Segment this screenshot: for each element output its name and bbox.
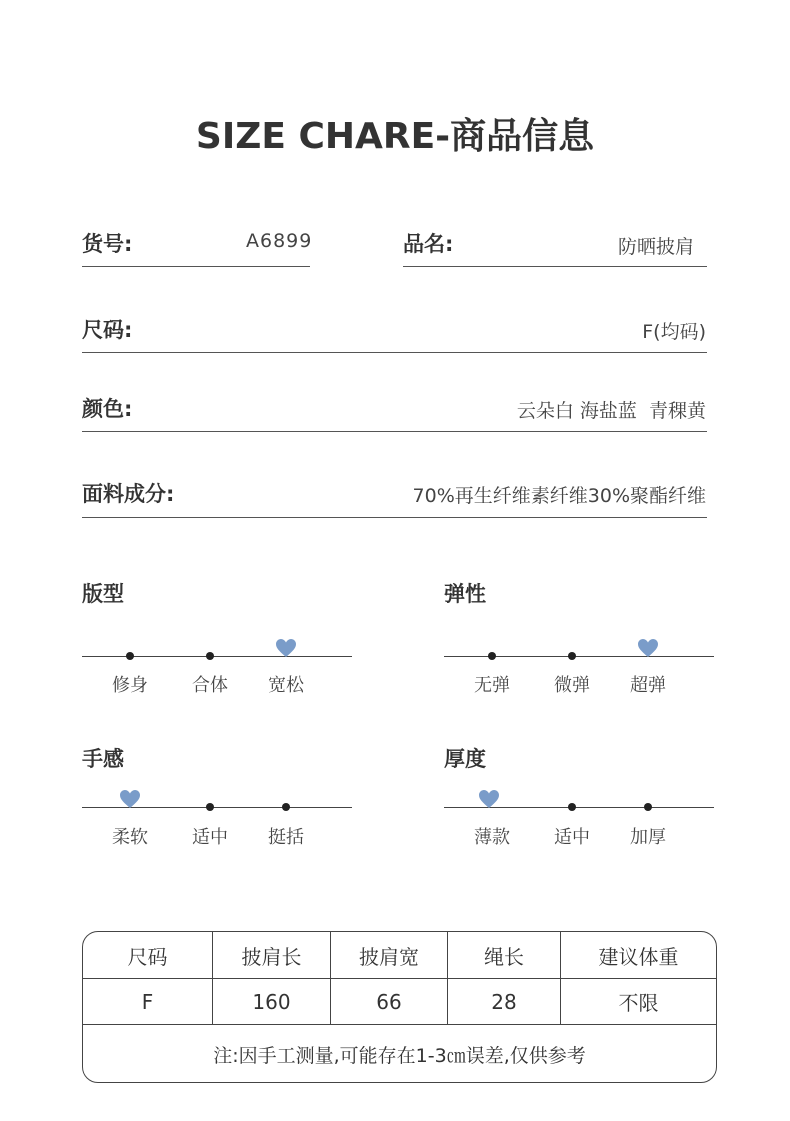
scale-dot	[644, 803, 652, 811]
scale-dot	[206, 652, 214, 660]
attribute-title: 手感	[82, 747, 124, 771]
option-label: 加厚	[630, 827, 666, 848]
option-label: 微弹	[554, 675, 590, 696]
option-label: 无弹	[474, 675, 510, 696]
table-header-cell: 绳长	[448, 932, 561, 978]
option-label: 宽松	[268, 675, 304, 696]
table-cell: F	[83, 979, 213, 1024]
option-label: 柔软	[112, 827, 148, 848]
table-cell: 不限	[618, 991, 659, 1015]
table-header-cell: 尺码	[83, 932, 213, 978]
size-table	[82, 931, 717, 1083]
item-no-underline	[82, 266, 310, 267]
name-underline	[403, 266, 707, 267]
attribute-title: 厚度	[444, 747, 486, 771]
option-label: 修身	[112, 675, 148, 696]
scale-line	[82, 656, 352, 657]
option-label: 薄款	[474, 827, 510, 848]
scale-dot	[568, 652, 576, 660]
heart-icon	[275, 638, 297, 658]
heart-icon	[119, 789, 141, 809]
color-underline	[82, 431, 707, 432]
table-header-cell: 披肩长	[213, 932, 331, 978]
item-no-value: A6899	[246, 230, 313, 252]
name-value: 防晒披肩	[617, 236, 694, 258]
fabric-value: 70%再生纤维素纤维30%聚酯纤维	[412, 485, 706, 507]
fabric-label: 面料成分:	[82, 482, 175, 506]
heart-icon	[637, 638, 659, 658]
table-cell: 66	[331, 979, 448, 1024]
table-header-cell: 披肩宽	[331, 932, 448, 978]
scale-line	[444, 656, 714, 657]
table-header-row	[83, 932, 716, 979]
option-label: 合体	[192, 675, 228, 696]
scale-dot	[206, 803, 214, 811]
table-row	[83, 979, 716, 1025]
attribute-title: 版型	[82, 582, 124, 606]
scale-dot	[126, 652, 134, 660]
option-label: 适中	[554, 827, 590, 848]
option-label: 超弹	[630, 675, 666, 696]
table-note: 注:因手工测量,可能存在1-3㎝误差,仅供参考	[213, 1044, 586, 1067]
item-no-label: 货号:	[82, 232, 133, 256]
scale-dot	[282, 803, 290, 811]
color-value: 云朵白 海盐蓝 青稞黄	[516, 400, 706, 422]
page-title: SIZE CHARE-商品信息	[195, 116, 595, 157]
name-label: 品名:	[403, 232, 454, 256]
table-cell: 28	[448, 979, 561, 1024]
size-label: 尺码:	[82, 318, 133, 342]
size-underline	[82, 352, 707, 353]
scale-dot	[568, 803, 576, 811]
color-label: 颜色:	[82, 397, 133, 421]
option-label: 适中	[192, 827, 228, 848]
attribute-title: 弹性	[444, 582, 486, 606]
table-cell: 160	[213, 979, 331, 1024]
scale-dot	[488, 652, 496, 660]
heart-icon	[478, 789, 500, 809]
table-header-cell: 建议体重	[598, 944, 679, 969]
option-label: 挺括	[268, 827, 304, 848]
size-value: F(均码)	[642, 321, 706, 343]
fabric-underline	[82, 517, 707, 518]
